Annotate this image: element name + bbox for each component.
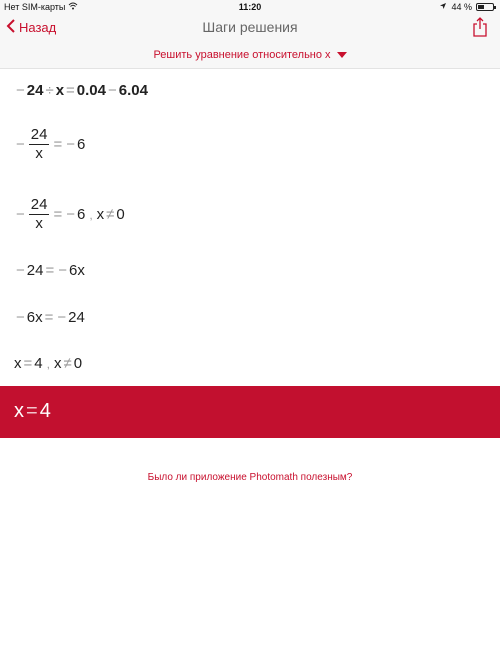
step-3[interactable]: − $\frac{24}{x}$ = − 6 , x ≠ 0 — [16, 196, 125, 232]
solve-mode-label: Решить уравнение относительно x — [153, 49, 331, 61]
step-5-coef: 6 — [26, 309, 36, 326]
step-5[interactable]: − 6 x = − 24 — [16, 309, 85, 326]
step-3-cond-var: x — [96, 206, 105, 223]
battery-percent: 44 % — [451, 2, 472, 12]
carrier-label: Нет SIM-карты — [4, 2, 66, 12]
result-expression: x = 4 — [14, 400, 51, 422]
step-6[interactable]: x = 4 , x ≠ 0 — [14, 355, 83, 372]
status-bar — [0, 0, 500, 14]
share-icon[interactable] — [472, 16, 488, 43]
step-6-cond-var: x — [53, 355, 62, 372]
feedback-link[interactable]: Было ли приложение Photomath полезным? — [147, 472, 353, 483]
step-6-cond-val: 0 — [73, 355, 83, 372]
fraction-numerator: 24 — [30, 126, 48, 143]
final-result — [0, 386, 500, 438]
navigation-bar — [0, 14, 500, 42]
step-6-var: x — [14, 355, 22, 372]
step-3-rhs: 6 — [76, 206, 86, 223]
back-label: Назад — [19, 20, 57, 35]
page-title: Шаги решения — [202, 19, 298, 35]
step-3-fraction — [29, 196, 50, 233]
result-value: 4 — [39, 400, 51, 422]
solve-mode-bar — [0, 42, 500, 69]
step-1[interactable]: − 24 ÷ x = 0.04 − 6.04 — [16, 82, 148, 99]
result-var: x — [14, 400, 24, 422]
fraction-denominator: x — [35, 145, 43, 162]
solve-mode-dropdown[interactable] — [153, 49, 346, 61]
fraction-denominator: x — [35, 215, 43, 232]
step-4-coef: 6 — [68, 262, 78, 279]
step-1-var: x — [55, 82, 65, 99]
step-1-dividend: 24 — [26, 82, 44, 99]
step-5-var: x — [35, 309, 43, 326]
step-4[interactable]: − 24 = − 6 x — [16, 262, 85, 279]
triangle-down-icon — [337, 52, 347, 58]
step-4-lhs: 24 — [26, 262, 44, 279]
step-2[interactable]: − $\frac{24}{x}$ = − 6 — [16, 126, 86, 162]
step-3-cond-val: 0 — [116, 206, 125, 223]
clock: 11:20 — [238, 2, 262, 12]
step-2-rhs: 6 — [76, 136, 86, 153]
fraction-numerator: 24 — [30, 196, 48, 213]
step-6-val: 4 — [34, 355, 43, 372]
step-1-c: 6.04 — [118, 82, 148, 99]
battery-icon — [476, 3, 494, 11]
status-right — [439, 2, 494, 12]
step-4-var: x — [77, 262, 85, 279]
step-2-fraction — [29, 126, 50, 163]
step-5-rhs: 24 — [68, 309, 85, 326]
location-arrow-icon — [439, 2, 447, 12]
step-1-b: 0.04 — [76, 82, 106, 99]
